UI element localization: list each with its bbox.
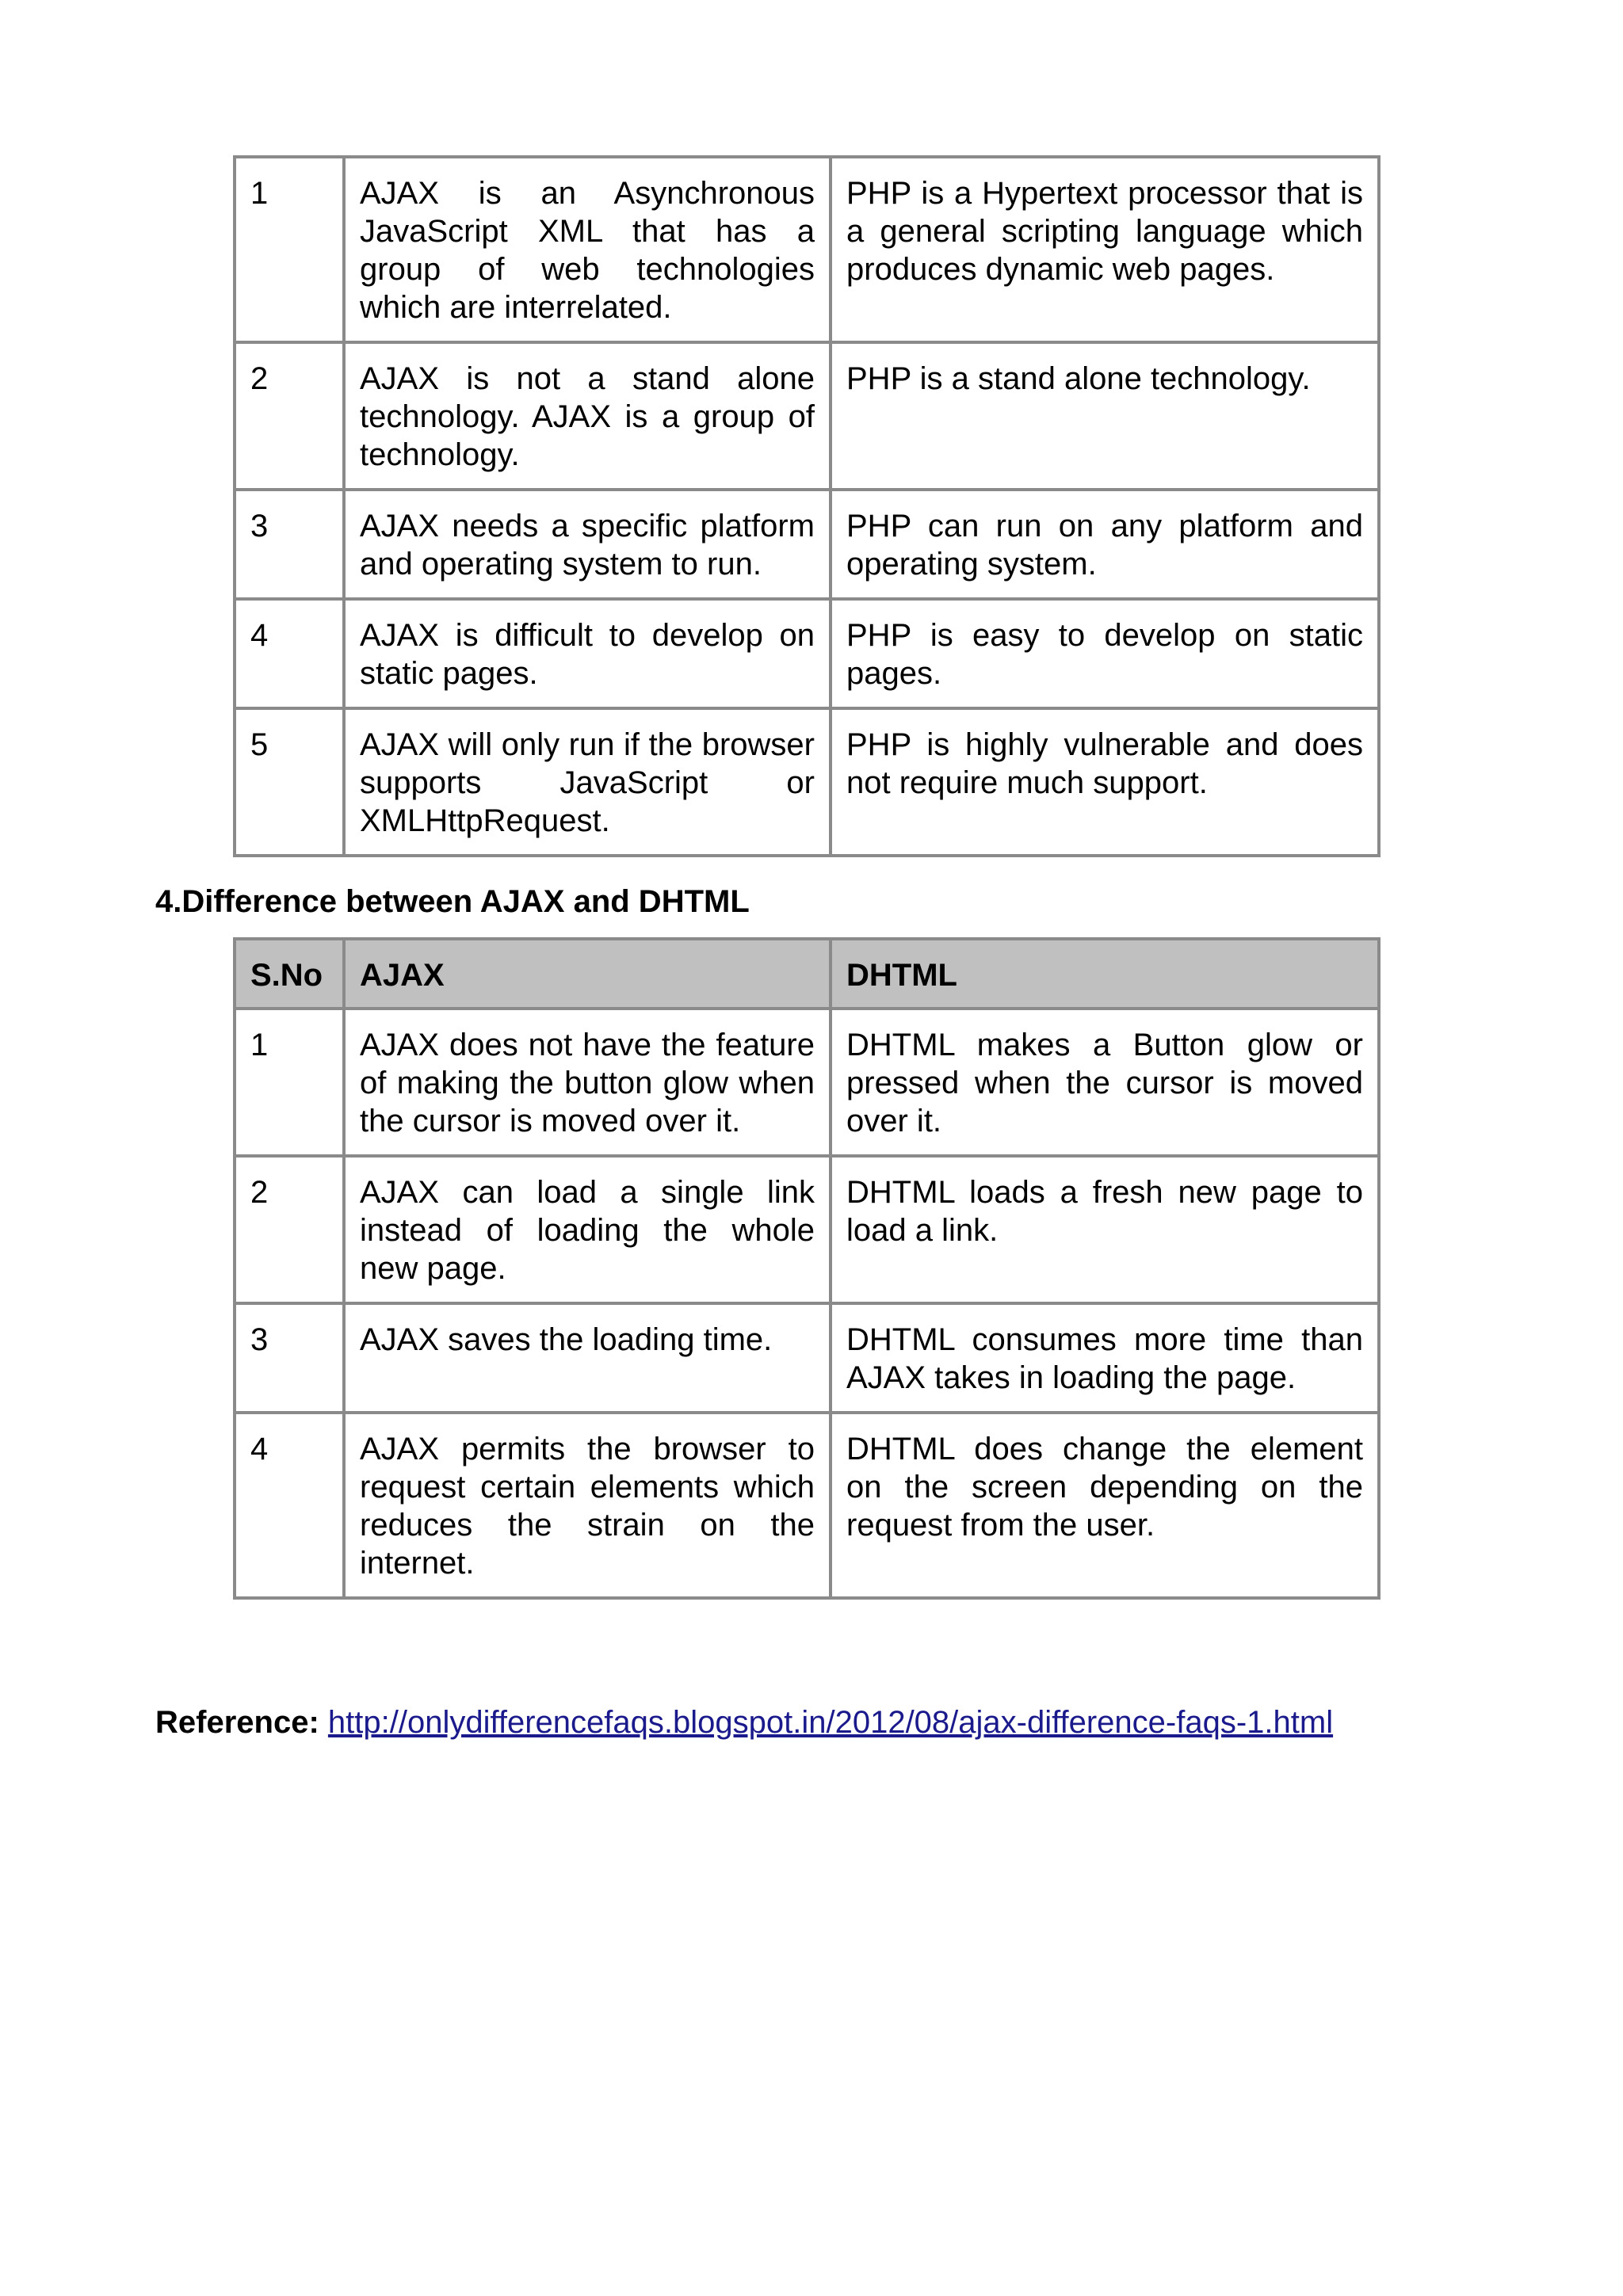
table-row — [235, 1413, 1379, 1598]
php-cell: PHP is a Hypertext processor that is a general scripting language which produces dynamic web pages. — [831, 157, 1379, 342]
dhtml-cell: DHTML consumes more time than AJAX takes in loading the page. — [831, 1303, 1379, 1413]
php-cell: PHP is easy to develop on static pages. — [831, 599, 1379, 708]
dhtml-cell: DHTML does change the element on the screen depending on the request from the user. — [831, 1413, 1379, 1598]
section-heading: 4.Difference between AJAX and DHTML — [155, 884, 750, 919]
sno-cell: 2 — [235, 1156, 344, 1303]
table-row — [235, 599, 1379, 708]
table-row — [235, 1009, 1379, 1156]
table-row — [235, 342, 1379, 490]
ajax-cell: AJAX needs a specific platform and operating system to run. — [344, 490, 831, 599]
sno-cell: 4 — [235, 599, 344, 708]
reference-label: Reference: — [155, 1705, 319, 1740]
php-cell: PHP is a stand alone technology. — [831, 342, 1379, 490]
reference-link[interactable]: http://onlydifferencefaqs.blogspot.in/2012/08/ajax-difference-faqs-1.html — [327, 1705, 1334, 1740]
table-row — [235, 490, 1379, 599]
table-row — [235, 708, 1379, 856]
ajax-cell: AJAX will only run if the browser supports JavaScript or XMLHttpRequest. — [344, 708, 831, 856]
ajax-cell: AJAX can load a single link instead of loading the whole new page. — [344, 1156, 831, 1303]
sno-cell: 1 — [235, 1009, 344, 1156]
reference-line — [155, 1703, 1333, 1741]
sno-cell: 2 — [235, 342, 344, 490]
ajax-cell: AJAX is an Asynchronous JavaScript XML that has a group of web technologies which are interrelated. — [344, 157, 831, 342]
sno-cell: 4 — [235, 1413, 344, 1598]
php-cell: PHP is highly vulnerable and does not require much support. — [831, 708, 1379, 856]
php-cell: PHP can run on any platform and operating system. — [831, 490, 1379, 599]
header-ajax: AJAX — [344, 939, 831, 1009]
sno-cell: 3 — [235, 1303, 344, 1413]
header-sno: S.No — [235, 939, 344, 1009]
table-row — [235, 1303, 1379, 1413]
sno-cell: 5 — [235, 708, 344, 856]
sno-cell: 1 — [235, 157, 344, 342]
ajax-vs-php-table — [233, 155, 1381, 857]
ajax-vs-dhtml-table — [233, 937, 1381, 1600]
header-dhtml: DHTML — [831, 939, 1379, 1009]
ajax-cell: AJAX is not a stand alone technology. AJAX is a group of technology. — [344, 342, 831, 490]
table-row — [235, 1156, 1379, 1303]
dhtml-cell: DHTML loads a fresh new page to load a link. — [831, 1156, 1379, 1303]
dhtml-cell: DHTML makes a Button glow or pressed when the cursor is moved over it. — [831, 1009, 1379, 1156]
ajax-cell: AJAX saves the loading time. — [344, 1303, 831, 1413]
table-row — [235, 157, 1379, 342]
sno-cell: 3 — [235, 490, 344, 599]
table-header-row — [235, 939, 1379, 1009]
ajax-cell: AJAX does not have the feature of making the button glow when the cursor is moved over it. — [344, 1009, 831, 1156]
ajax-cell: AJAX is difficult to develop on static pages. — [344, 599, 831, 708]
ajax-cell: AJAX permits the browser to request certain elements which reduces the strain on the internet. — [344, 1413, 831, 1598]
